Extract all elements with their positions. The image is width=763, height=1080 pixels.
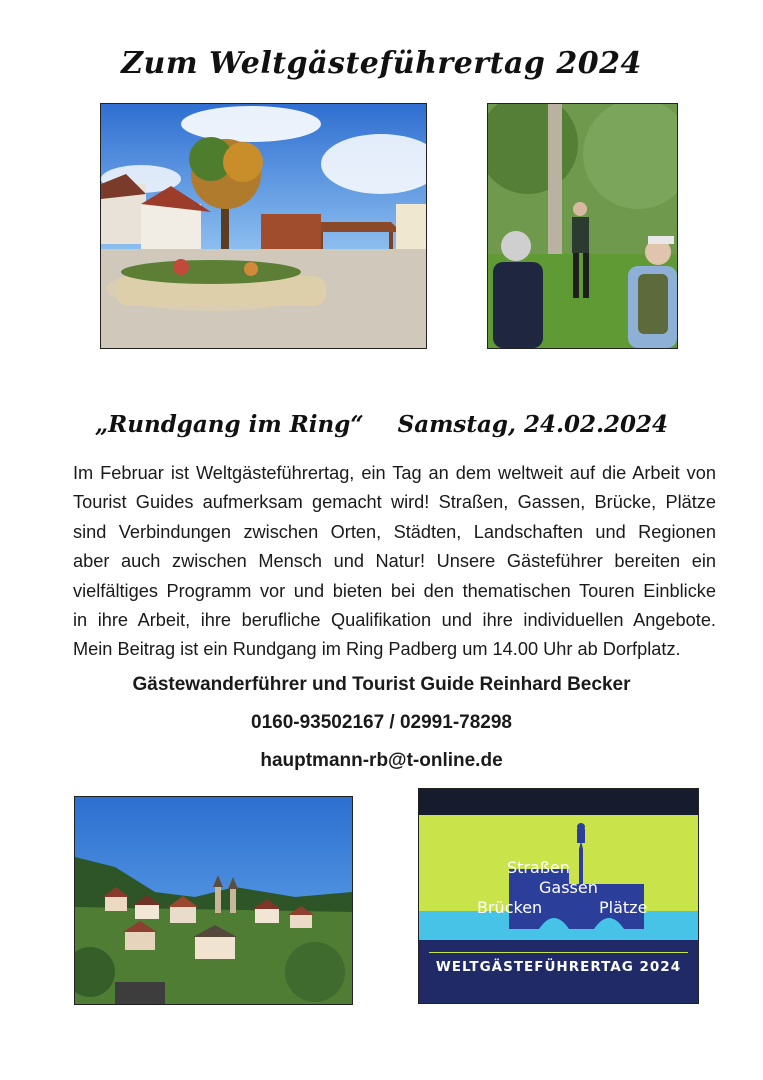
body-line: Im Februar ist Weltgästeführertag, ein Tag an dem weltweit auf die Arbeit von <box>73 463 716 483</box>
weltgaestefuehrertag-logo <box>418 788 699 1004</box>
body-line: in ihre Arbeit, ihre berufliche Qualifikation und ihre individuellen Angebote. <box>73 610 716 631</box>
body-line: vielfältiges Programm vor und bieten bei den thematischen Touren Einblicke <box>73 580 716 601</box>
village-square-photo <box>100 103 427 349</box>
logo-word-bruecken: Brücken <box>477 898 543 917</box>
email-address: hauptmann-rb@t-online.de <box>260 750 503 771</box>
body-paragraph <box>73 459 716 665</box>
page-title: Zum Weltgästeführertag 2024 <box>121 46 642 81</box>
event-heading <box>0 411 763 438</box>
event-date: Samstag, 24.02.2024 <box>397 411 669 438</box>
logo-word-gassen: Gassen <box>539 878 598 897</box>
logo-word-strassen: Straßen <box>507 858 570 877</box>
guide-tour-photo <box>487 103 678 349</box>
body-line: Mein Beitrag ist ein Rundgang im Ring Padberg um 14.00 Uhr ab Dorfplatz. <box>73 639 681 660</box>
body-line: Tourist Guides aufmerksam gemacht wird! Straßen, Gassen, Brücke, Plätze <box>73 492 716 513</box>
logo-word-plaetze: Plätze <box>599 898 648 917</box>
body-line: sind Verbindungen zwischen Orten, Städten, Landschaften und Regionen <box>73 521 716 542</box>
body-line: aber auch zwischen Mensch und Natur! Unsere Gästeführer bereiten ein <box>73 551 716 572</box>
logo-banner-text: WELTGÄSTEFÜHRERTAG 2024 <box>435 959 682 975</box>
event-name: „Rundgang im Ring“ <box>94 411 364 438</box>
village-panorama-photo <box>74 796 353 1005</box>
guide-name: Gästewanderführer und Tourist Guide Reinhard Becker <box>132 674 631 695</box>
phone-numbers: 0160-93502167 / 02991-78298 <box>251 712 512 733</box>
